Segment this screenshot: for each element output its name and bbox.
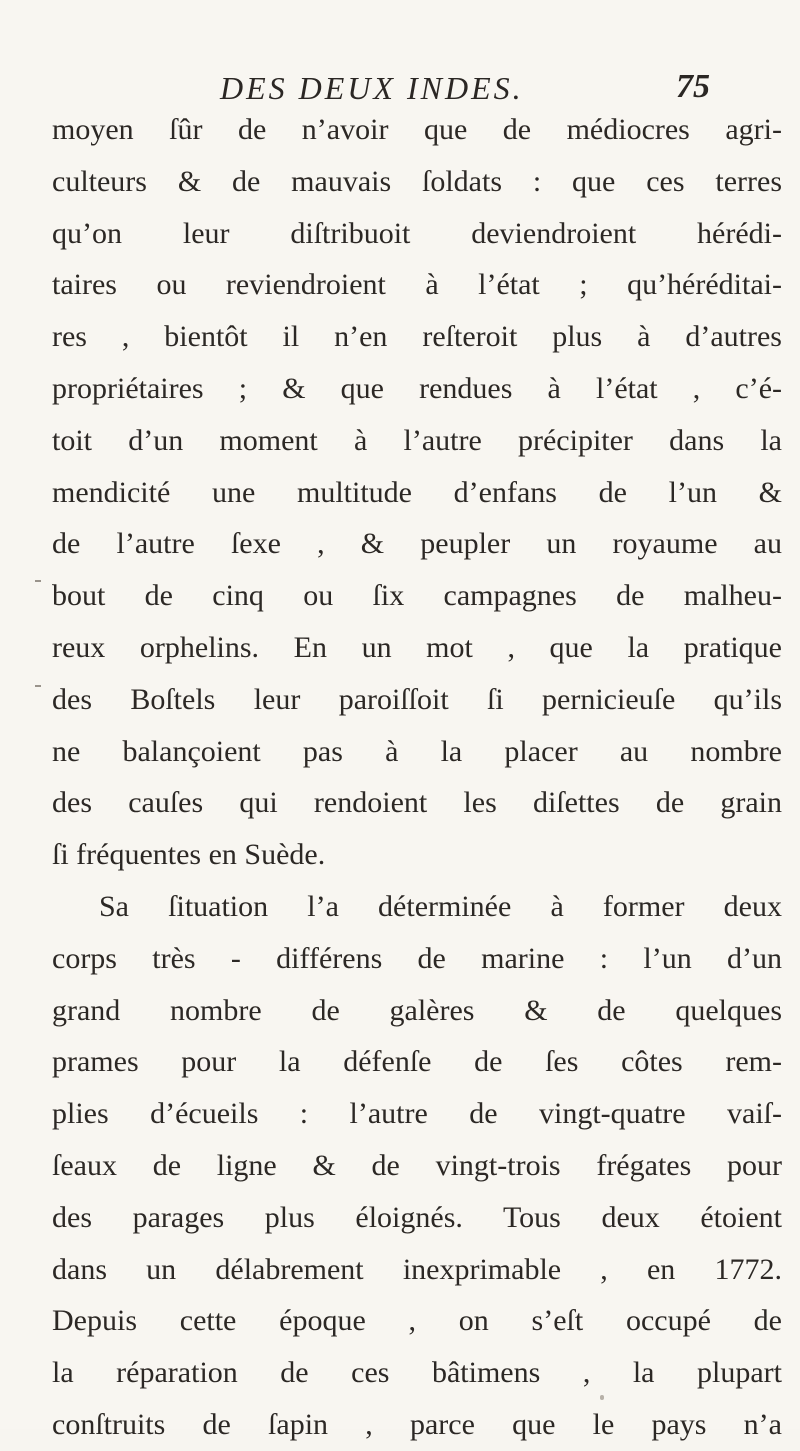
body-text (52, 104, 782, 1451)
text-line: de l’autre ſexe , & peupler un royaume au (52, 527, 782, 561)
text-line: mendicité une multitude d’enfans de l’un & (52, 475, 782, 509)
text-line: plies d’écueils : l’autre de vingt-quatre vaiſ- (52, 1097, 782, 1131)
text-line: Depuis cette époque , on s’eſt occupé de (52, 1304, 782, 1338)
text-line: dans un délabrement inexprimable , en 1772. (52, 1252, 782, 1286)
text-line: corps très - différens de marine : l’un d’un (52, 941, 782, 975)
paper-speck (600, 1395, 604, 1400)
text-line: taires ou reviendroient à l’état ; qu’héréditai- (52, 268, 782, 302)
margin-mark (35, 580, 41, 582)
text-line: qu’on leur diſtribuoit deviendroient hérédi- (52, 216, 782, 250)
text-line: prames pour la défenſe de ſes côtes rem- (52, 1045, 782, 1079)
text-line: bout de cinq ou ſix campagnes de malheu- (52, 579, 782, 613)
text-line: reux orphelins. En un mot , que la pratique (52, 630, 782, 664)
text-line: des parages plus éloignés. Tous deux étoient (52, 1200, 782, 1234)
text-line: res , bientôt il n’en reſteroit plus à d’autres (52, 320, 782, 354)
text-line: conſtruits de ſapin , parce que le pays n’a (52, 1407, 782, 1441)
text-line: des cauſes qui rendoient les diſettes de grain (52, 786, 782, 820)
text-line: moyen ſûr de n’avoir que de médiocres agri- (52, 113, 782, 146)
paragraph-start-line: Sa ſituation l’a déterminée à former deux (99, 889, 782, 923)
running-title: DES DEUX INDES. (220, 70, 524, 106)
text-line: des Boſtels leur paroiſſoit ſi pernicieuſe qu’ils (52, 682, 782, 716)
text-line: ſeaux de ligne & de vingt-trois frégates pour (52, 1148, 782, 1182)
text-line: la réparation de ces bâtimens , la plupart (52, 1356, 782, 1390)
paragraph-end-line: ſi fréquentes en Suède. (52, 838, 326, 872)
margin-mark (35, 685, 41, 687)
text-line: ne balançoient pas à la placer au nombre (52, 734, 782, 768)
text-line: grand nombre de galères & de quelques (52, 993, 782, 1027)
page-number: 75 (676, 68, 710, 105)
text-line: toit d’un moment à l’autre précipiter dans la (52, 423, 782, 457)
text-line: propriétaires ; & que rendues à l’état , c’é- (52, 371, 782, 405)
text-line: culteurs & de mauvais ſoldats : que ces terres (52, 164, 782, 198)
